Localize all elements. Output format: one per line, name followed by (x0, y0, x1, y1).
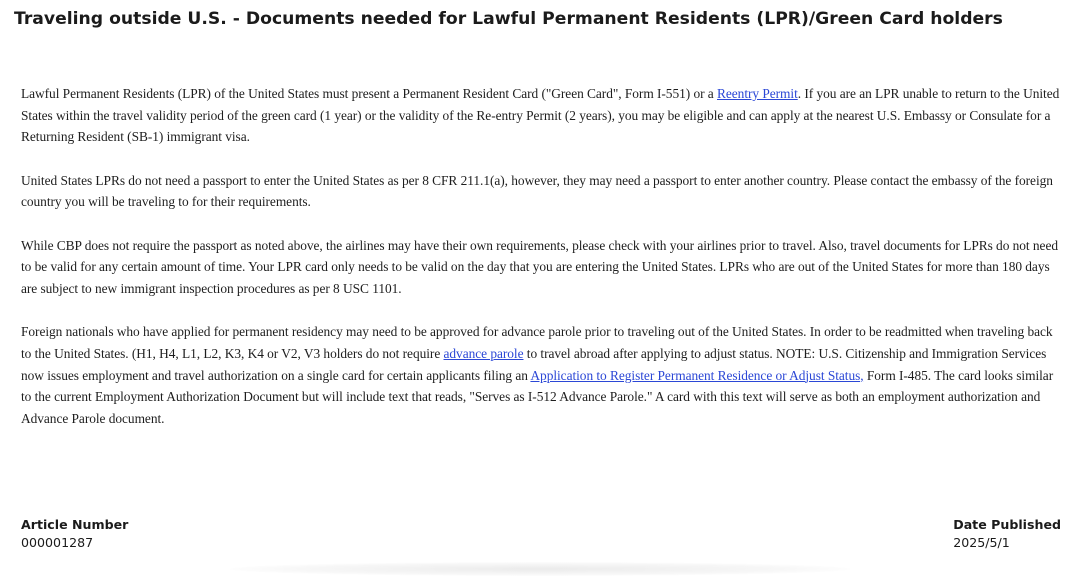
paragraph-text: While CBP does not require the passport as noted above, the airlines may have their own requirements, please check with your airlines prior to travel. Also, travel documents for LPRs do not need to be valid for any certain amount of time. Your LPR card only needs to be valid on the day that you are entering the United States. LPRs who are out of the United States for more than 180 days are subject to new immigrant inspection procedures as per 8 USC 1101. (21, 237, 1058, 296)
date-published-block (953, 516, 1061, 552)
paragraph-advance-parole (21, 321, 1065, 430)
paragraph-text: United States LPRs do not need a passport to enter the United States as per 8 CFR 211.1(a), however, they may need a passport to enter another country. Please contact the embassy of the foreign country you will be traveling to for their requirements. (21, 172, 1053, 210)
article-number-block (21, 516, 128, 552)
article-number-label: Article Number (21, 517, 129, 532)
paragraph-text: Form I-485. The card looks similar to the current Employment Authorization Document but will include text that reads, "Serves as I-512 Advance Parole." A card with this text will serve as both an employment authorization and Advance Parole document. (21, 367, 1054, 426)
advance-parole-link[interactable]: advance parole (443, 345, 524, 361)
paragraph-green-card (21, 83, 1065, 148)
adjust-status-application-link[interactable]: Application to Register Permanent Residence or Adjust Status, (530, 367, 864, 383)
date-published-value: 2025/5/1 (953, 535, 1010, 550)
bottom-shadow (230, 562, 850, 576)
paragraph-airlines (21, 235, 1065, 300)
article-body (21, 83, 1065, 451)
paragraph-text: Lawful Permanent Residents (LPR) of the United States must present a Permanent Resident Card ("Green Card", Form I-551) or a (21, 86, 717, 101)
paragraph-text: Foreign nationals who have applied for permanent residency may need to be approved for advance parole prior to traveling out of the United States. In order to be readmitted when traveling back to the United States. (H1, H4, L1, L2, K3, K4 or V2, V3 holders do not require (21, 324, 1053, 361)
article-number-value: 000001287 (21, 535, 94, 550)
paragraph-passport (21, 170, 1065, 213)
article-title: Traveling outside U.S. - Documents needed for Lawful Permanent Residents (LPR)/Green Card holders (14, 9, 1003, 29)
paragraph-text: . If you are an LPR unable to return to the United States within the travel validity period of the green card (1 year) or the validity of the Re-entry Permit (2 years), you may be eligible and can apply at the nearest U.S. Embassy or Consulate for a Returning Resident (SB-1) immigrant visa. (21, 86, 1060, 145)
reentry-permit-link[interactable]: Reentry Permit (717, 86, 798, 101)
paragraph-text: to travel abroad after applying to adjust status. NOTE: U.S. Citizenship and Immigration Services now issues employment and travel authorization on a single card for certain applicants filing an (21, 345, 1047, 383)
date-published-label: Date Published (953, 517, 1061, 532)
